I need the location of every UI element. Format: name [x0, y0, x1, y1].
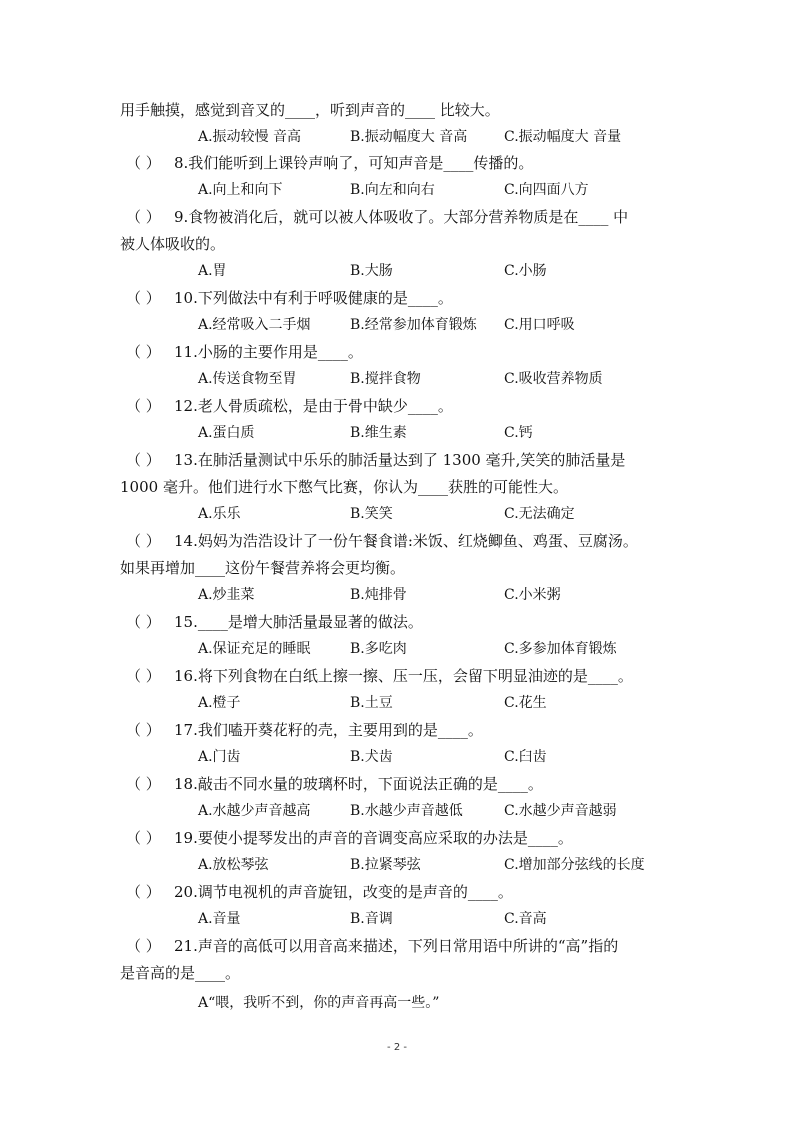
option-a: A.水越少声音越高: [198, 803, 311, 819]
option-b: B.笑笑: [350, 506, 393, 522]
option-b: B.振动幅度大 音高: [350, 129, 468, 145]
option-a: A.音量: [198, 911, 241, 927]
option-a: A.保证充足的睡眠: [198, 641, 311, 657]
question-text-continued: 1000 毫升。他们进行水下憋气比赛，你认为____获胜的可能性大。: [120, 478, 568, 496]
question-text: 16.将下列食物在白纸上擦一擦、压一压，会留下明显油迹的是____。: [174, 667, 633, 685]
option-c: C.花生: [504, 695, 547, 711]
option-a: A.乐乐: [198, 506, 241, 522]
question-text: 14.妈妈为浩浩设计了一份午餐食谱:米饭、红烧鲫鱼、鸡蛋、豆腐汤。: [174, 532, 638, 550]
option-c: C.振动幅度大 音量: [504, 129, 622, 145]
option-b: B.搅拌食物: [350, 371, 421, 387]
question-text: 13.在肺活量测试中乐乐的肺活量达到了 1300 毫升,笑笑的肺活量是: [174, 451, 626, 469]
question-text: 18.敲击不同水量的玻璃杯时，下面说法正确的是____。: [174, 775, 543, 793]
option-c: C.音高: [504, 911, 547, 927]
answer-blank[interactable]: （ ）: [126, 289, 161, 307]
answer-blank[interactable]: （ ）: [126, 532, 161, 550]
option-a: A.传送食物至胃: [198, 371, 297, 387]
question-continuation-line: 用手触摸，感觉到音叉的____，听到声音的____ 比较大。: [120, 101, 500, 119]
question-text: 15.____是增大肺活量最显著的做法。: [174, 613, 423, 631]
question-text-continued: 如果再增加____这份午餐营养将会更均衡。: [120, 559, 406, 577]
question-text: 11.小肠的主要作用是____。: [174, 343, 363, 361]
option-b: B.犬齿: [350, 749, 393, 765]
answer-blank[interactable]: （ ）: [126, 775, 161, 793]
option-b: B.水越少声音越低: [350, 803, 463, 819]
option-b: B.拉紧琴弦: [350, 857, 421, 873]
option-a: A.振动较慢 音高: [198, 129, 302, 145]
question-text: 19.要使小提琴发出的声音的音调变高应采取的办法是____。: [174, 829, 573, 847]
option-b: B.维生素: [350, 425, 407, 441]
option-b: B.音调: [350, 911, 393, 927]
answer-blank[interactable]: （ ）: [126, 829, 161, 847]
answer-blank[interactable]: （ ）: [126, 721, 161, 739]
answer-blank[interactable]: （ ）: [126, 667, 161, 685]
option-c: C.增加部分弦线的长度: [504, 857, 645, 873]
option-a: A.蛋白质: [198, 425, 255, 441]
option-a: A.门齿: [198, 749, 241, 765]
option-b: B.炖排骨: [350, 587, 407, 603]
question-text: 17.我们嗑开葵花籽的壳，主要用到的是____。: [174, 721, 483, 739]
option-b: B.大肠: [350, 263, 393, 279]
option-b: B.经常参加体育锻炼: [350, 317, 477, 333]
page-number: - 2 -: [387, 1042, 407, 1053]
answer-blank[interactable]: （ ）: [126, 937, 161, 955]
option-a: A.经常吸入二手烟: [198, 317, 311, 333]
question-text: 10.下列做法中有利于呼吸健康的是____。: [174, 289, 453, 307]
answer-blank[interactable]: （ ）: [126, 451, 161, 469]
option-c: C.水越少声音越弱: [504, 803, 617, 819]
option-c: C.臼齿: [504, 749, 547, 765]
option-b: B.土豆: [350, 695, 393, 711]
option-c: C.小肠: [504, 263, 547, 279]
question-text-continued: 是音高的是____。: [120, 964, 241, 982]
option-a: A.炒韭菜: [198, 587, 255, 603]
question-text: 9.食物被消化后，就可以被人体吸收了。大部分营养物质是在____ 中: [174, 208, 629, 226]
answer-blank[interactable]: （ ）: [126, 208, 161, 226]
question-text: 20.调节电视机的声音旋钮，改变的是声音的____。: [174, 883, 513, 901]
option-c: C.小米粥: [504, 587, 561, 603]
option-c: C.吸收营养物质: [504, 371, 603, 387]
option-a: A.橙子: [198, 695, 241, 711]
option-c: C.钙: [504, 425, 533, 441]
question-text: 21.声音的高低可以用音高来描述，下列日常用语中所讲的“高”指的: [174, 937, 619, 955]
question-text: 8.我们能听到上课铃声响了，可知声音是____传播的。: [174, 154, 534, 172]
option-b: B.向左和向右: [350, 182, 435, 198]
option-b: B.多吃肉: [350, 641, 407, 657]
answer-blank[interactable]: （ ）: [126, 613, 161, 631]
question-text-continued: 被人体吸收的。: [120, 235, 226, 253]
answer-blank[interactable]: （ ）: [126, 343, 161, 361]
option-c: C.多参加体育锻炼: [504, 641, 617, 657]
option-c: C.向四面八方: [504, 182, 589, 198]
answer-blank[interactable]: （ ）: [126, 397, 161, 415]
option-a: A.胃: [198, 263, 227, 279]
option-a: A.放松琴弦: [198, 857, 269, 873]
option-c: C.无法确定: [504, 506, 575, 522]
option-a: A.向上和向下: [198, 182, 283, 198]
question-text: 12.老人骨质疏松，是由于骨中缺少____。: [174, 397, 453, 415]
option-a: A“喂，我听不到，你的声音再高一些。”: [198, 995, 440, 1011]
answer-blank[interactable]: （ ）: [126, 883, 161, 901]
option-c: C.用口呼吸: [504, 317, 575, 333]
answer-blank[interactable]: （ ）: [126, 154, 161, 172]
